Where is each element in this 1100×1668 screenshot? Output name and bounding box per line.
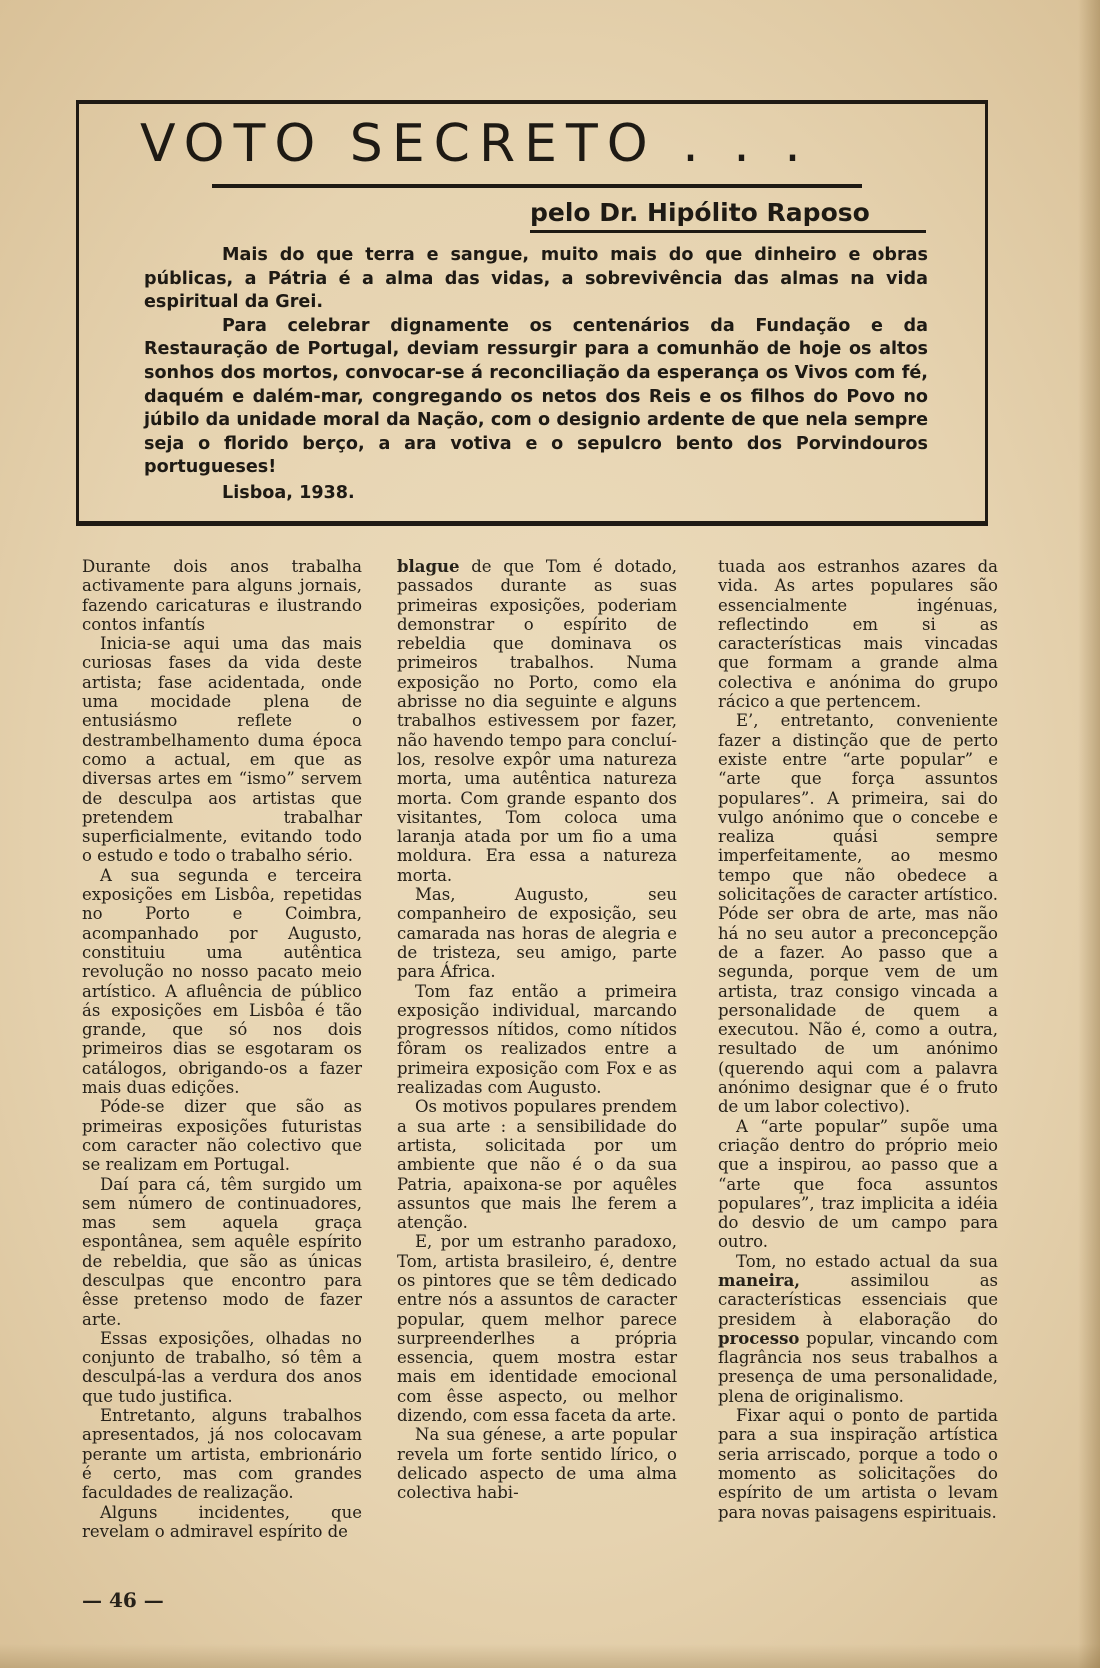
article-title: VOTO SECRETO . . . [140,114,810,174]
intro-paragraph-2: Para celebrar dignamente os centenários da Fundação e da Restauração de Portugal, deviam ressurgir para a comunhão de hoje os altos sonhos dos mortos, convocar-se á reconciliação da esperança os Vivos com fé, daquém e dalém-mar, congregando os netos dos Reis e os filhos do Povo no júbilo da unidade moral da Nação, com o designio ardente de que nela sempre seja o florido berço, a ara votiva e o sepulcro bento dos Porvindouros portugueses! [144,315,928,478]
col2-paragraph: Na sua génese, a arte popular revela um forte sentido lírico, o delicado aspecto de uma alma colectiva habi- [397,1425,677,1503]
col1-paragraph: Inicia-se aqui uma das mais curiosas fases da vida deste artista; fase acidentada, onde uma mocidade plena de entusiásmo reflete o destrambelhamento duma época como a actual, em que as diversas artes em “ismo” servem de desculpa aos artistas que pretendem trabalhar superficialmente, evitando todo o estudo e todo o trabalho sério. [82,634,362,866]
col3-paragraph: tuada aos estranhos azares da vida. As artes populares são essencialmente ingénuas, reflectindo em si as características mais vincadas que formam a grande alma colectiva e anónima do grupo rácico a que pertencem. [718,557,998,712]
byline-rule [530,230,926,233]
title-rule [212,184,862,188]
column-2 [397,557,677,1503]
col2-lead-text: de que Tom é dotado, passados durante as suas primeiras exposições, poderiam demonstrar o espírito de rebeldia que dominava os primeiros trabalhos. Numa exposição no Porto, como ela abrisse no dia seguinte e alguns trabalhos estivessem por fazer, não havendo tempo para concluí-los, resolve expôr uma natureza morta, uma autêntica natureza morta. Com grande espanto dos visitantes, Tom coloca uma laranja atada por um fio a uma moldura. Era essa a natureza morta. [397,557,677,885]
article-byline: pelo Dr. Hipólito Raposo [530,198,870,227]
intro-place-date: Lisboa, 1938. [222,482,355,503]
page-bottom-shadow [0,1644,1100,1668]
col2-paragraph: Os motivos populares prendem a sua arte : a sensibilidade do artista, solicitada por um ambiente que não é o da sua Patria, apaixona-se por aquêles assuntos que mais lhe ferem a atenção. [397,1097,677,1233]
col1-paragraph: Essas exposições, olhadas no conjunto de trabalho, só têm a desculpá-las a verdura dos anos que tudo justifica. [82,1328,362,1406]
column-3 [718,557,998,1522]
col3-text: Tom, no estado actual da sua [736,1251,998,1271]
col2-paragraph: E, por um estranho paradoxo, Tom, artista brasileiro, é, dentre os pintores que se têm dedicado entre nós a assuntos de caracter popular, quem melhor parece surpreenderlhes a própria essencia, quem mostra estar mais em identidade emocional com êsse aspecto, ou melhor dizendo, com essa faceta da arte. [397,1232,677,1426]
intro-text [144,244,928,506]
page-edge-shadow [1078,0,1100,1668]
col3-paragraph [718,1252,998,1406]
col2-paragraph [397,557,677,885]
col1-paragraph: Póde-se dizer que são as primeiras exposições futuristas com caracter não colectivo que se realizam em Portugal. [82,1097,362,1175]
col3-paragraph: E’, entretanto, conveniente fazer a distinção que de perto existe entre “arte popular” e “arte que força assuntos populares”. A primeira, sai do vulgo anónimo que o concebe e realiza quási sempre imperfeitamente, ao mesmo tempo que não obedece a solicitações de caracter artístico. Póde ser obra de arte, mas não há no seu autor a preconcepção de a fazer. Ao passo que a segunda, porque vem de um artista, traz consigo vincada a personalidade de quem a executou. Não é, como a outra, resultado de um anónimo (querendo aqui com a palavra anónimo designar que é o fruto de um labor colectivo). [718,711,998,1117]
col3-bold-word: maneira, [718,1270,801,1290]
col1-paragraph: A sua segunda e terceira exposições em Lisbôa, repetidas no Porto e Coimbra, acompanhado por Augusto, constituiu uma autêntica revolução no nosso pacato meio artístico. A afluência de público ás exposições em Lisbôa é tão grande, que só nos dois primeiros dias se esgotaram os catálogos, obrigando-os a fazer mais duas edições. [82,865,362,1098]
page-number: — 46 — [82,1588,164,1612]
column-1 [82,557,362,1541]
col1-paragraph: Alguns incidentes, que revelam o admiravel espírito de [82,1502,362,1541]
col2-paragraph: Tom faz então a primeira exposição individual, marcando progressos nítidos, como nítidos fôram os realizados entre a primeira exposição com Fox e as realizadas com Augusto. [397,981,677,1098]
col3-bold-word: processo [718,1328,800,1348]
col2-bold-word: blague [397,557,460,576]
col1-paragraph: Durante dois anos trabalha activamente para alguns jornais, fazendo caricaturas e ilustrando contos infantís [82,557,362,634]
col2-paragraph: Mas, Augusto, seu companheiro de exposição, seu camarada nas horas de alegria e de tristeza, seu amigo, parte para África. [397,885,677,982]
col3-paragraph: Fixar aqui o ponto de partida para a sua inspiração artística seria arriscado, porque a todo o momento as solicitações do espírito de um artista o levam para novas paisagens espirituais. [718,1406,998,1522]
col1-paragraph: Daí para cá, têm surgido um sem número de continuadores, mas sem aquela graça espontânea, sem aquêle espírito de rebeldia, que são as únicas desculpas que encontro para êsse pretenso modo de fazer arte. [82,1174,362,1329]
intro-paragraph-1: Mais do que terra e sangue, muito mais do que dinheiro e obras públicas, a Pátria é a alma das vidas, a sobrevivência das almas na vida espiritual da Grei. [144,245,928,313]
col3-text: popular, vincando com flagrância nos seus trabalhos a presença de uma personalidade, plena de originalismo. [718,1328,998,1406]
col3-paragraph: A “arte popular” supõe uma criação dentro do próprio meio que a inspirou, ao passo que a “arte que foca assuntos populares”, traz implicita a idéia do desvio de um campo para outro. [718,1116,998,1252]
col1-paragraph: Entretanto, alguns trabalhos apresentados, já nos colocavam perante um artista, embrionário é certo, mas com grandes faculdades de realização. [82,1406,362,1503]
col3-text: assimilou as características essenciais que presidem à elaboração do [718,1270,998,1329]
